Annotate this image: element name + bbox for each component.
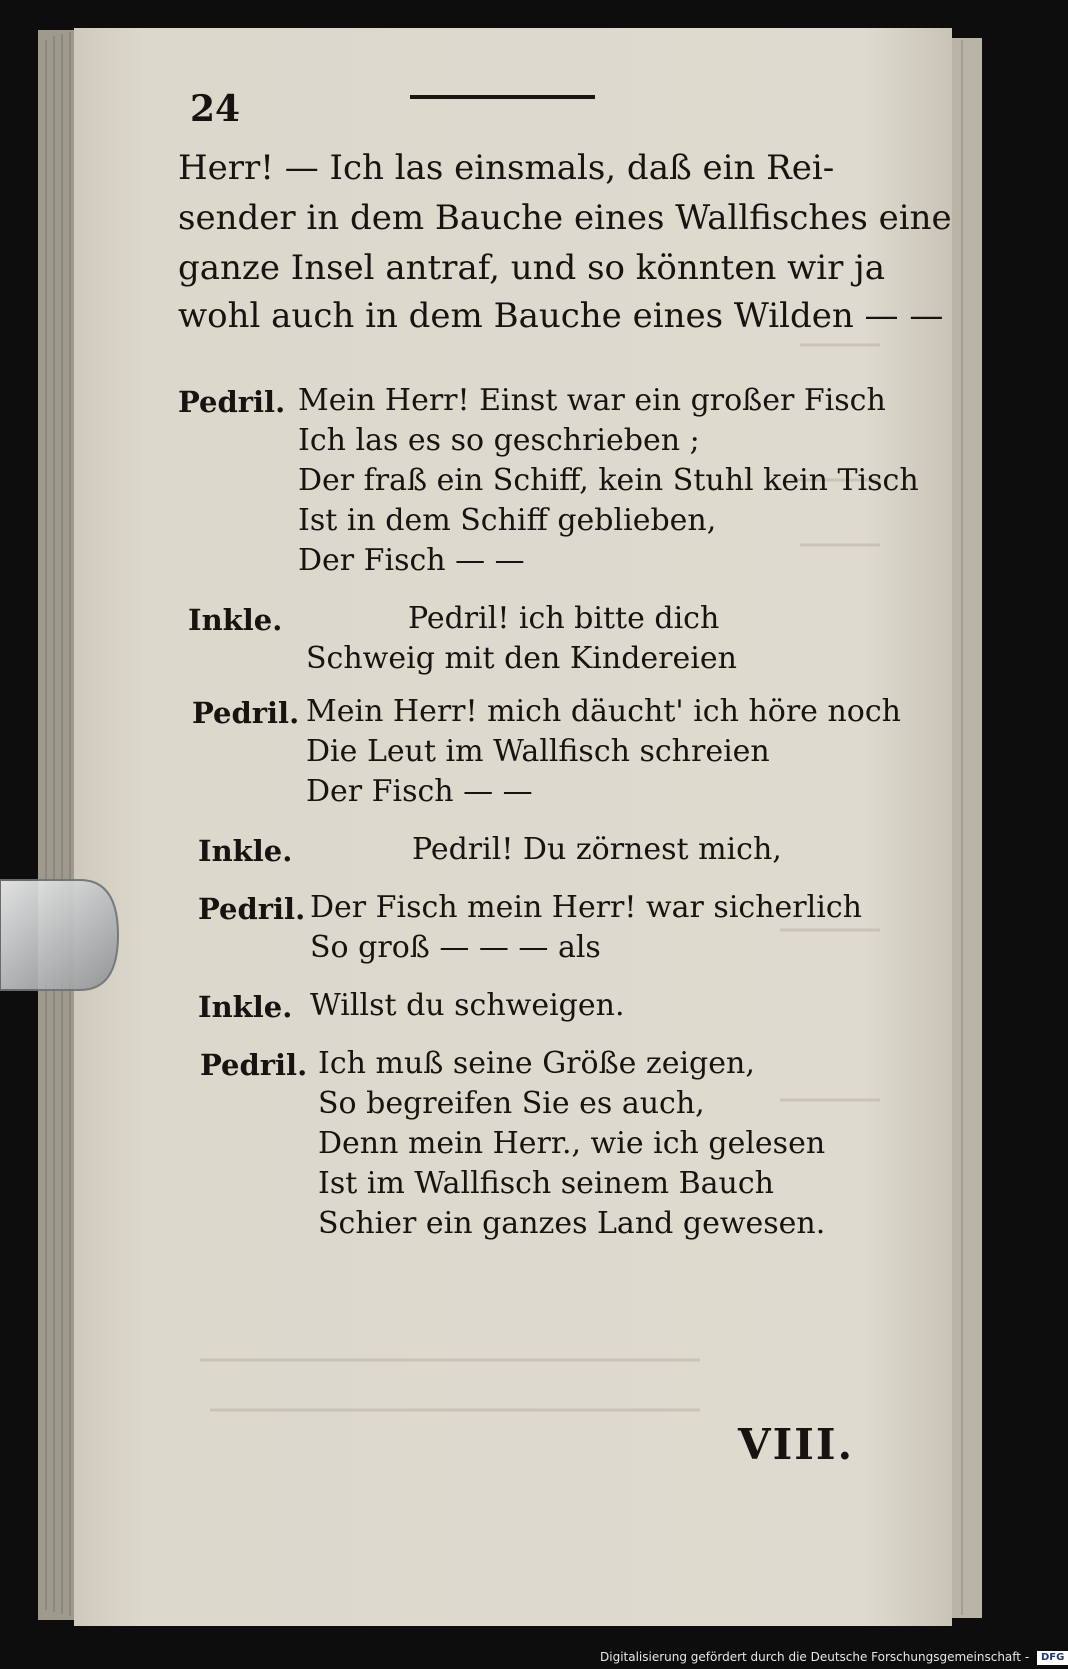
speaker-name: Pedril.: [178, 385, 286, 419]
verse-line: So begreifen Sie es auch,: [318, 1086, 705, 1121]
speaker-name: Pedril.: [198, 892, 306, 926]
dfg-logo: DFG: [1037, 1651, 1068, 1665]
verse-line: Pedril! ich bitte dich: [408, 601, 720, 636]
verse-line: Ist im Wallfisch seinem Bauch: [318, 1166, 774, 1201]
speaker-name: Pedril.: [192, 696, 300, 730]
verse-line: Die Leut im Wallfisch schreien: [306, 734, 770, 769]
verse-line: Ich las es so geschrieben ;: [298, 423, 700, 458]
speaker-name: Inkle.: [198, 990, 293, 1024]
prose-line: ganze Insel antraf, und so könnten wir ja: [178, 248, 885, 288]
verse-line: Ist in dem Schiff geblieben,: [298, 503, 717, 538]
credit-text: Digitalisierung gefördert durch die Deutsche Forschungsgemeinschaft -: [600, 1650, 1030, 1664]
verse-line: Der Fisch mein Herr! war sicherlich: [310, 890, 862, 925]
verse-line: Willst du schweigen.: [310, 988, 625, 1023]
speaker-name: Pedril.: [200, 1048, 308, 1082]
verse-line: Der Fisch — —: [298, 543, 525, 578]
prose-line: sender in dem Bauche eines Wallfisches eine: [178, 198, 952, 238]
verse-line: Ich muß seine Größe zeigen,: [318, 1046, 755, 1081]
verse-line: Schier ein ganzes Land gewesen.: [318, 1206, 826, 1241]
verse-line: Mein Herr! Einst war ein großer Fisch: [298, 383, 886, 418]
page-number: 24: [190, 88, 241, 130]
prose-line: Herr! — Ich las einsmals, daß ein Rei-: [178, 148, 835, 188]
verse-line: Schweig mit den Kindereien: [306, 641, 737, 676]
prose-line: wohl auch in dem Bauche eines Wilden — —: [178, 296, 944, 336]
verse-line: Der fraß ein Schiff, kein Stuhl kein Tisch: [298, 463, 919, 498]
catchword: VIII.: [738, 1420, 855, 1469]
speaker-name: Inkle.: [188, 603, 283, 637]
digitization-credit: [600, 1647, 1065, 1667]
verse-line: Der Fisch — —: [306, 774, 533, 809]
verse-line: So groß — — — als: [310, 930, 601, 965]
verse-line: Pedril! Du zörnest mich,: [412, 832, 782, 867]
speaker-name: Inkle.: [198, 834, 293, 868]
verse-line: Denn mein Herr., wie ich gelesen: [318, 1126, 826, 1161]
verse-line: Mein Herr! mich däucht' ich höre noch: [306, 694, 901, 729]
